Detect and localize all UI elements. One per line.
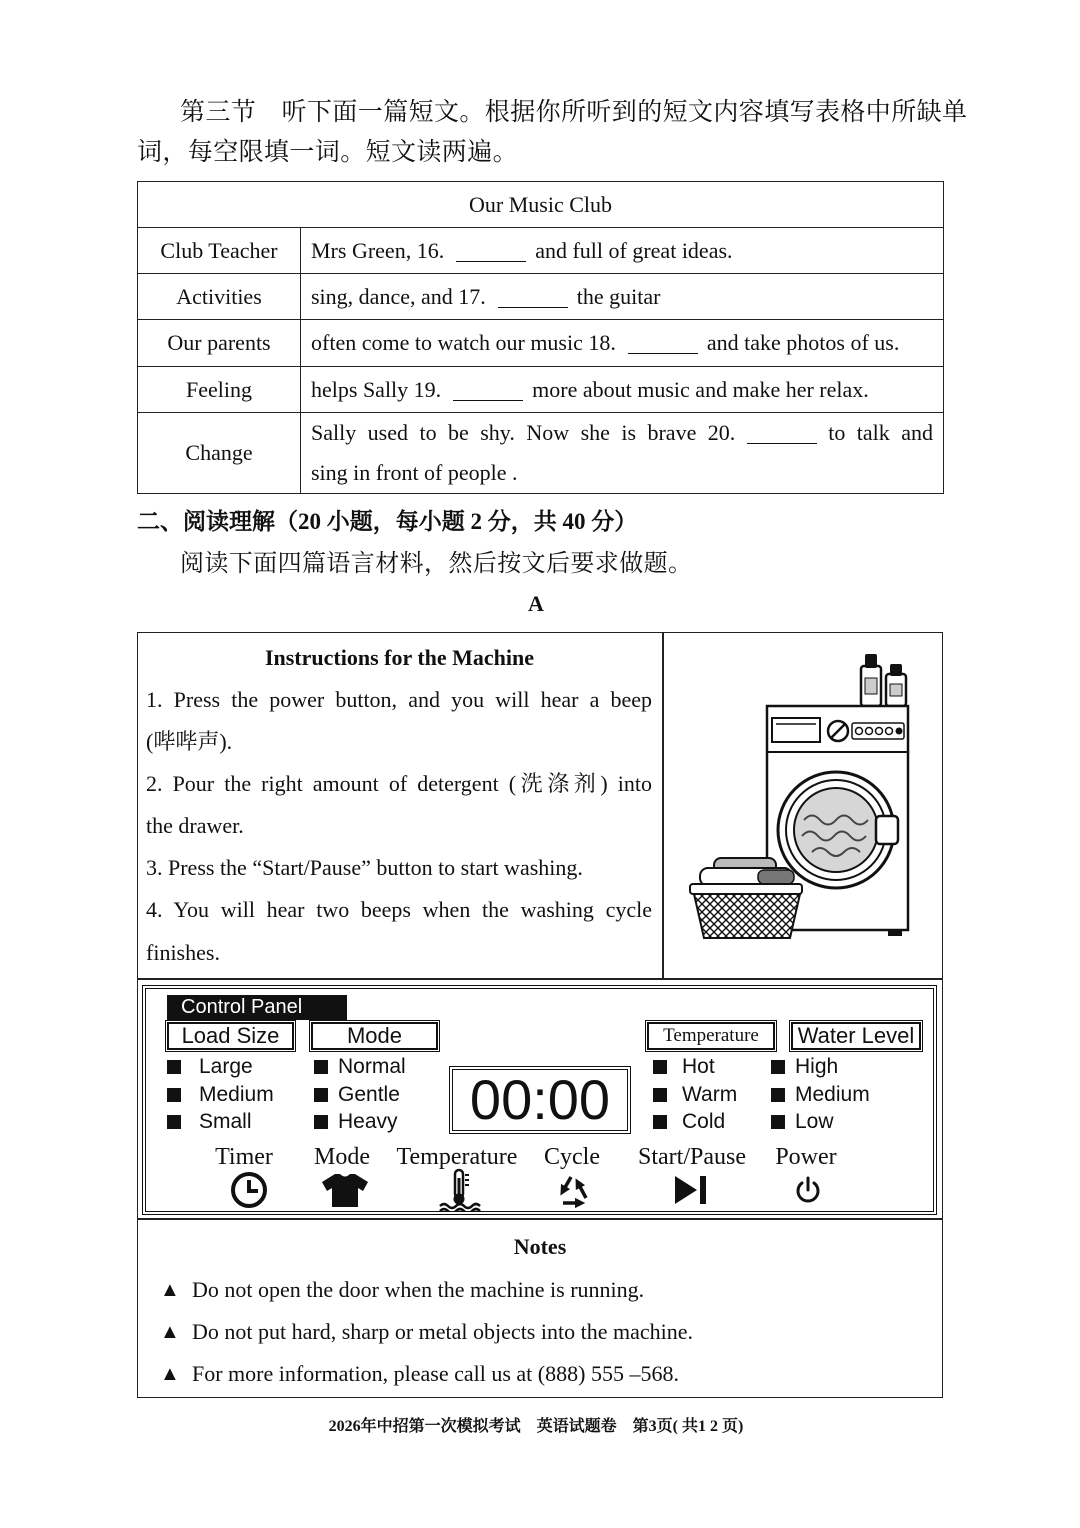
load-size-option: Small xyxy=(199,1110,252,1133)
indicator-square-icon xyxy=(167,1088,181,1102)
temperature-option: Cold xyxy=(682,1110,726,1133)
row-text: to talk and xyxy=(828,420,934,445)
table-row xyxy=(138,228,944,274)
indicator-square-icon xyxy=(771,1060,785,1074)
row-text: and full of great ideas. xyxy=(535,237,733,263)
table-row xyxy=(138,367,944,413)
change-line-1 xyxy=(311,413,933,453)
indicator-square-icon xyxy=(314,1060,328,1074)
answer-blank xyxy=(747,427,817,444)
indicator-square-icon xyxy=(653,1088,667,1102)
mode-button-label: Mode xyxy=(314,1144,370,1170)
water-level-option: High xyxy=(795,1055,839,1078)
water-level-option: Medium xyxy=(795,1083,870,1106)
instruction-line: 2. Pour the right amount of detergent (洗涤剂) into xyxy=(146,771,652,796)
instruction-line: 3. Press the “Start/Pause” button to start washing. xyxy=(146,855,583,880)
row-text: and take photos of us. xyxy=(706,330,900,355)
mode-title: Mode xyxy=(311,1022,438,1050)
triangle-bullet-icon: ▲ xyxy=(160,1279,180,1301)
indicator-square-icon xyxy=(771,1115,785,1129)
passage-label: A xyxy=(528,591,544,616)
change-line-2: sing in front of people . xyxy=(311,460,518,485)
mode-option: Gentle xyxy=(338,1083,400,1106)
part2-heading: 二、阅读理解（20 小题，每小题 2 分，共 40 分） xyxy=(137,509,638,534)
note-item: Do not open the door when the machine is running. xyxy=(192,1277,645,1302)
timer-button-label: Timer xyxy=(215,1144,273,1170)
section3-instruction-line2: 词，每空限填一词。短文读两遍。 xyxy=(137,139,519,166)
indicator-square-icon xyxy=(653,1060,667,1074)
shirt-icon xyxy=(320,1172,370,1208)
section3-instruction-line1: 第三节 听下面一篇短文。根据你所听到的短文内容填写表格中所缺单 xyxy=(180,99,968,126)
table-row xyxy=(138,413,944,494)
laundry-basket-icon xyxy=(690,858,802,938)
mode-option: Normal xyxy=(338,1055,406,1078)
instruction-line: (哔哔声). xyxy=(146,729,233,754)
row-text: more about music and make her relax. xyxy=(532,376,869,402)
section-divider xyxy=(137,978,943,980)
recycle-icon xyxy=(553,1170,593,1210)
play-pause-icon xyxy=(671,1173,711,1207)
start-pause-button-label: Start/Pause xyxy=(638,1144,746,1170)
row-text: helps Sally 19. xyxy=(311,376,442,402)
power-button-label: Power xyxy=(775,1144,837,1170)
power-icon xyxy=(793,1175,823,1205)
note-item: For more information, please call us at (888) 555 –568. xyxy=(192,1361,679,1386)
washing-machine-illustration xyxy=(662,632,943,978)
row-label: Our parents xyxy=(138,320,301,367)
row-label: Activities xyxy=(138,274,301,320)
cycle-button-label: Cycle xyxy=(544,1144,600,1170)
row-text: often come to watch our music 18. xyxy=(311,330,616,355)
temperature-title: Temperature xyxy=(647,1022,775,1050)
part2-intro: 阅读下面四篇语言材料，然后按文后要求做题。 xyxy=(180,551,693,577)
load-size-title: Load Size xyxy=(167,1022,294,1050)
instructions-title: Instructions for the Machine xyxy=(264,645,535,670)
clock-icon xyxy=(229,1170,269,1210)
instruction-line: 4. You will hear two beeps when the washing cycle xyxy=(146,897,652,922)
load-size-option: Medium xyxy=(199,1083,274,1106)
temperature-option: Hot xyxy=(682,1055,715,1078)
music-club-table xyxy=(137,181,944,494)
row-text: Sally used to be shy. Now she is brave 20. xyxy=(311,420,736,445)
row-content xyxy=(301,413,944,494)
table-title: Our Music Club xyxy=(138,182,944,228)
section-divider xyxy=(137,1218,943,1220)
indicator-square-icon xyxy=(167,1115,181,1129)
row-text: sing, dance, and 17. xyxy=(311,283,486,309)
row-label: Feeling xyxy=(138,367,301,413)
instruction-line: the drawer. xyxy=(146,813,244,838)
answer-blank xyxy=(453,384,523,401)
mode-option: Heavy xyxy=(338,1110,398,1133)
row-content xyxy=(301,367,944,413)
table-row xyxy=(138,274,944,320)
answer-blank xyxy=(628,337,698,354)
detergent-bottle-icon xyxy=(861,654,906,706)
notes-title: Notes xyxy=(513,1234,567,1259)
triangle-bullet-icon: ▲ xyxy=(160,1321,180,1343)
water-level-option: Low xyxy=(795,1110,834,1133)
triangle-bullet-icon: ▲ xyxy=(160,1363,180,1385)
indicator-square-icon xyxy=(167,1060,181,1074)
indicator-square-icon xyxy=(653,1115,667,1129)
page-footer: 2026年中招第一次模拟考试 英语试题卷 第3页( 共1 2 页) xyxy=(328,1418,744,1435)
row-content xyxy=(301,320,944,367)
indicator-square-icon xyxy=(314,1088,328,1102)
row-content xyxy=(301,274,944,320)
answer-blank xyxy=(456,245,526,262)
row-content xyxy=(301,228,944,274)
instruction-line: finishes. xyxy=(146,940,220,965)
temperature-option: Warm xyxy=(682,1083,738,1106)
table-row xyxy=(138,320,944,367)
row-label: Club Teacher xyxy=(138,228,301,274)
water-level-title: Water Level xyxy=(791,1022,921,1050)
control-panel-label: Control Panel xyxy=(167,995,347,1020)
thermometer-icon xyxy=(434,1168,484,1212)
temperature-button-label: Temperature xyxy=(396,1144,518,1170)
indicator-square-icon xyxy=(314,1115,328,1129)
instruction-line: 1. Press the power button, and you will hear a beep xyxy=(146,687,652,712)
row-label: Change xyxy=(138,413,301,494)
answer-blank xyxy=(498,291,568,308)
indicator-square-icon xyxy=(771,1088,785,1102)
load-size-option: Large xyxy=(199,1055,253,1078)
note-item: Do not put hard, sharp or metal objects into the machine. xyxy=(192,1319,693,1344)
row-text: the guitar xyxy=(576,283,661,309)
row-text: Mrs Green, 16. xyxy=(311,237,445,263)
time-display: 00:00 xyxy=(449,1066,631,1134)
